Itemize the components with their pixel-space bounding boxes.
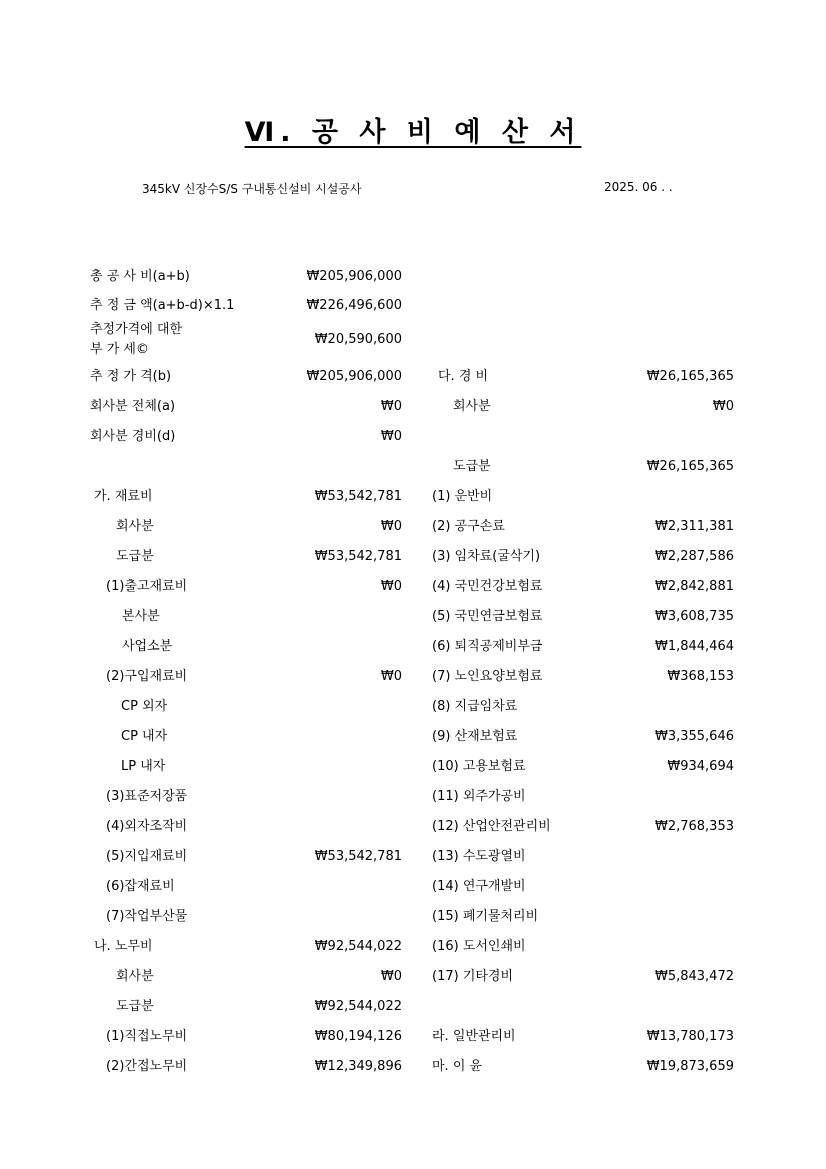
right-row-label: (16) 도서인쇄비 <box>432 939 526 954</box>
left-row-value: ₩53,542,781 <box>314 849 402 864</box>
left-row-value: ₩80,194,126 <box>314 1029 402 1044</box>
left-row-value <box>230 637 402 657</box>
left-row-value <box>230 787 402 807</box>
right-row-value: ₩13,780,173 <box>646 1029 734 1044</box>
left-row-label: 추정가격에 대한 부 가 세© <box>90 322 183 357</box>
left-row-label: 도급분 <box>116 999 154 1014</box>
right-row-label: (1) 운반비 <box>432 489 493 504</box>
right-row-label: (15) 폐기물처리비 <box>432 909 539 924</box>
left-row-label: (2)구입재료비 <box>106 669 188 684</box>
right-row-label: (7) 노인요양보험료 <box>432 669 543 684</box>
right-row-label: (2) 공구손료 <box>432 519 505 534</box>
right-row-value: ₩3,355,646 <box>654 729 734 744</box>
left-row-label: (3)표준저장품 <box>106 789 188 804</box>
left-row-value <box>230 727 402 747</box>
right-row-label: (6) 퇴직공제비부금 <box>432 639 543 654</box>
left-row-label: 회사분 전체(a) <box>90 399 176 414</box>
right-row-label: (5) 국민연금보험료 <box>432 609 543 624</box>
left-row-label: CP 외자 <box>121 699 168 714</box>
right-row-value: ₩1,844,464 <box>654 639 734 654</box>
right-row-value: ₩2,768,353 <box>654 819 734 834</box>
left-row-value: ₩92,544,022 <box>314 939 402 954</box>
right-row-label: (9) 산재보험료 <box>432 729 518 744</box>
left-row-value: ₩0 <box>380 969 402 984</box>
left-row-label: 회사분 <box>116 519 154 534</box>
page-title: Ⅵ. 공 사 비 예 산 서 <box>244 117 582 148</box>
left-row-value: ₩92,544,022 <box>314 999 402 1014</box>
right-row-value: ₩19,873,659 <box>646 1059 734 1074</box>
left-row-value: ₩205,906,000 <box>306 269 402 284</box>
right-row-label: 마. 이 윤 <box>432 1059 483 1074</box>
right-row-label: 라. 일반관리비 <box>432 1029 516 1044</box>
right-row-label: (12) 산업안전관리비 <box>432 819 551 834</box>
left-row-value: ₩53,542,781 <box>314 549 402 564</box>
left-row-value <box>230 697 402 717</box>
left-row-value <box>230 757 402 777</box>
right-row-label: (8) 지급임차료 <box>432 699 518 714</box>
right-row-value: ₩26,165,365 <box>646 459 734 474</box>
right-row-value: ₩2,842,881 <box>654 579 734 594</box>
project-name: 345kV 신장수S/S 구내통신설비 시설공사 <box>142 182 362 196</box>
right-row-value <box>560 697 734 717</box>
left-row-label: 가. 재료비 <box>94 489 153 504</box>
right-row-label: (3) 임차료(굴삭기) <box>432 549 541 564</box>
left-row-label: 도급분 <box>116 549 154 564</box>
left-row-label: CP 내자 <box>121 729 168 744</box>
right-row-label: 회사분 <box>453 399 491 414</box>
left-row-value: ₩53,542,781 <box>314 489 402 504</box>
left-row-label: 추 정 가 격(b) <box>90 369 172 384</box>
right-row-value <box>560 787 734 807</box>
left-row-value: ₩0 <box>380 429 402 444</box>
right-row-label: (11) 외주가공비 <box>432 789 526 804</box>
left-row-value <box>230 907 402 927</box>
left-row-value <box>230 817 402 837</box>
right-row-value: ₩5,843,472 <box>654 969 734 984</box>
right-row-label: (13) 수도광열비 <box>432 849 526 864</box>
left-row-label: (2)간접노무비 <box>106 1059 188 1074</box>
right-row-label: (4) 국민건강보험료 <box>432 579 543 594</box>
right-row-value: ₩3,608,735 <box>654 609 734 624</box>
left-row-label: (6)잡재료비 <box>106 879 175 894</box>
left-row-label: (5)지입재료비 <box>106 849 188 864</box>
left-row-value: ₩0 <box>380 669 402 684</box>
left-row-value: ₩12,349,896 <box>314 1059 402 1074</box>
left-row-value: ₩20,590,600 <box>314 332 402 347</box>
left-row-label: (1)출고재료비 <box>106 579 188 594</box>
left-row-value <box>230 877 402 897</box>
right-row-value: ₩934,694 <box>667 759 734 774</box>
document-date: 2025. 06 . . <box>604 180 673 194</box>
left-row-value: ₩0 <box>380 519 402 534</box>
left-row-value <box>230 607 402 627</box>
left-row-label: 나. 노무비 <box>94 939 153 954</box>
right-row-label: 다. 경 비 <box>438 369 489 384</box>
left-row-label: 총 공 사 비(a+b) <box>90 269 190 284</box>
right-row-value: ₩2,311,381 <box>654 519 734 534</box>
left-row-value: ₩205,906,000 <box>306 369 402 384</box>
left-row-label: 본사분 <box>122 609 160 624</box>
right-row-label: (17) 기타경비 <box>432 969 514 984</box>
right-row-value: ₩0 <box>712 399 734 414</box>
left-row-label: (1)직접노무비 <box>106 1029 188 1044</box>
right-row-value: ₩368,153 <box>667 669 734 684</box>
left-row-label: (4)외자조작비 <box>106 819 188 834</box>
left-row-label: (7)작업부산물 <box>106 909 188 924</box>
left-row-value: ₩0 <box>380 399 402 414</box>
right-row-label: (10) 고용보험료 <box>432 759 526 774</box>
left-row-value: ₩226,496,600 <box>306 298 402 313</box>
right-row-value <box>560 907 734 927</box>
right-row-label: (14) 연구개발비 <box>432 879 526 894</box>
left-row-label: LP 내자 <box>121 759 166 774</box>
right-row-value: ₩2,287,586 <box>654 549 734 564</box>
right-row-value <box>560 487 734 507</box>
left-row-label: 회사분 경비(d) <box>90 429 176 444</box>
right-row-value <box>560 847 734 867</box>
left-row-value: ₩0 <box>380 579 402 594</box>
left-row-label: 회사분 <box>116 969 154 984</box>
right-row-value <box>560 877 734 897</box>
left-row-label: 사업소분 <box>122 639 173 654</box>
right-row-value <box>560 937 734 957</box>
right-row-label: 도급분 <box>453 459 491 474</box>
right-row-value: ₩26,165,365 <box>646 369 734 384</box>
left-row-label: 추 정 금 액(a+b-d)×1.1 <box>90 298 235 313</box>
